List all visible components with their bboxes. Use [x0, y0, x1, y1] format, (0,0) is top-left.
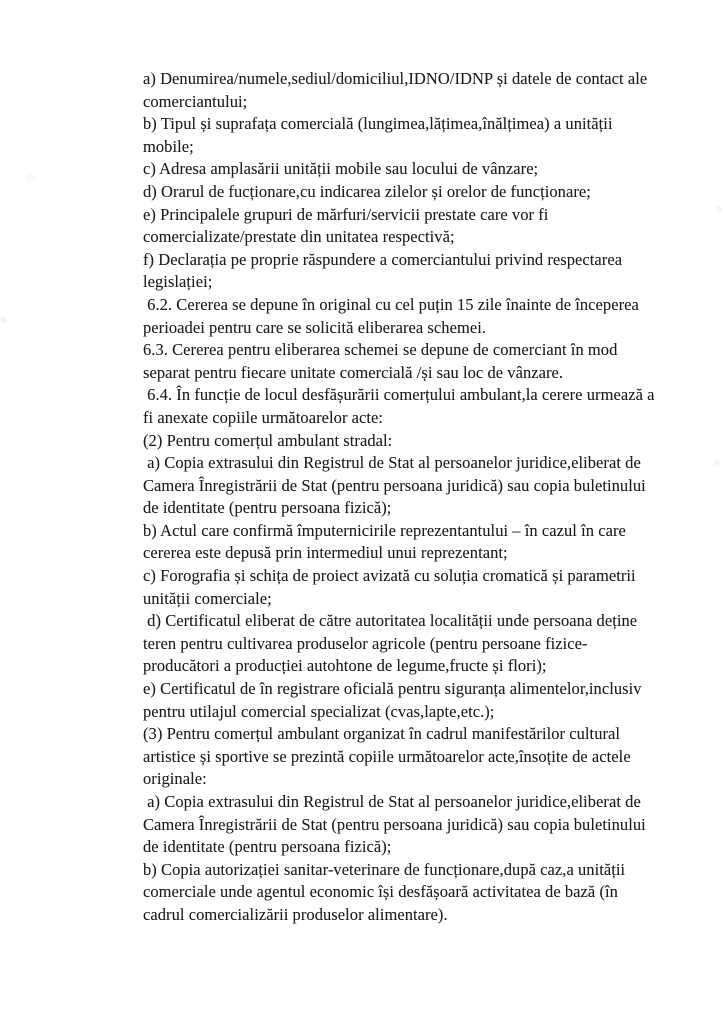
document-text-line: cererea este depusă prin intermediul unui reprezentant;	[143, 543, 508, 563]
document-text-line: b) Copia autorizației sanitar-veterinare de funcționare,după caz,a unității	[143, 859, 626, 879]
document-text-line: originale:	[143, 769, 207, 789]
scan-artifact	[0, 316, 7, 323]
document-text-line: 6.2. Cererea se depune în original cu cel puțin 15 zile înainte de începerea	[143, 294, 639, 314]
document-text-line: legislației;	[143, 272, 213, 292]
document-text-line: c) Adresa amplasării unității mobile sau locului de vânzare;	[143, 159, 539, 179]
document-text-line: b) Actul care confirmă împuternicirile reprezentantului – în cazul în care	[143, 520, 626, 540]
document-text-line: artistice și sportive se prezintă copiile următoarelor acte,însoțite de actele	[143, 746, 631, 766]
document-text-line: e) Principalele grupuri de mărfuri/servicii prestate care vor fi	[143, 204, 549, 224]
document-text-line: f) Declarația pe proprie răspundere a comerciantului privind respectarea	[143, 249, 623, 269]
document-text-line: e) Certificatul de în registrare oficială pentru siguranța alimentelor,inclusiv	[143, 679, 642, 699]
document-text-line: fi anexate copiile următoarelor acte:	[143, 407, 384, 427]
document-text-line: d) Certificatul eliberat de către autoritatea localității unde persoana deține	[143, 611, 638, 631]
document-body	[143, 68, 713, 927]
scan-artifact	[716, 206, 722, 212]
document-text-line: (2) Pentru comerțul ambulant stradal:	[143, 430, 393, 450]
document-text-line: producători a producției autohtone de legume,fructe și flori);	[143, 656, 547, 676]
document-text-line: mobile;	[143, 136, 194, 156]
scan-artifact	[26, 174, 36, 182]
document-text-line: de identitate (pentru persoana fizică);	[143, 498, 392, 518]
document-text-line: de identitate (pentru persoana fizică);	[143, 837, 392, 857]
document-text-line: cadrul comercializării produselor alimentare).	[143, 904, 448, 924]
document-text-line: a) Copia extrasului din Registrul de Stat al persoanelor juridice,eliberat de	[143, 453, 641, 473]
document-text-line: unității comerciale;	[143, 588, 272, 608]
document-text-line: perioadei pentru care se solicită eliberarea schemei.	[143, 317, 487, 337]
document-text-line: a) Denumirea/numele,sediul/domiciliul,IDNO/IDNP și datele de contact ale	[143, 69, 648, 88]
document-text-line: a) Copia extrasului din Registrul de Stat al persoanelor juridice,eliberat de	[143, 792, 641, 811]
document-text-line: d) Orarul de fucționare,cu indicarea zilelor și orelor de funcționare;	[143, 181, 591, 201]
document-text-line: pentru utilajul comercial specializat (cvas,lapte,etc.);	[143, 701, 495, 721]
document-text-line: b) Tipul și suprafața comercială (lungimea,lățimea,înălțimea) a unității	[143, 114, 613, 134]
document-text-line: comerciale unde agentul economic își desfășoară activitatea de bază (în	[143, 882, 618, 902]
document-text-line: teren pentru cultivarea produselor agricole (pentru persoane fizice-	[143, 633, 588, 653]
document-text-line: 6.3. Cererea pentru eliberarea schemei se depune de comerciant în mod	[143, 340, 618, 360]
document-text-line: Camera Înregistrării de Stat (pentru persoana juridică) sau copia buletinului	[143, 814, 646, 834]
scan-artifact	[714, 460, 720, 466]
document-text-line: comerciantului;	[143, 91, 248, 111]
document-text-line: c) Forografia și schița de proiect avizată cu soluția cromatică și parametrii	[143, 566, 636, 586]
document-text-line: (3) Pentru comerțul ambulant organizat în cadrul manifestărilor cultural	[143, 724, 621, 744]
document-text-line: Camera Înregistrării de Stat (pentru persoana juridică) sau copia buletinului	[143, 475, 646, 495]
document-text-line: separat pentru fiecare unitate comercială /și sau loc de vânzare.	[143, 362, 564, 382]
document-text-line: 6.4. În funcție de locul desfășurării comerțului ambulant,la cerere urmează a	[143, 385, 655, 405]
document-text-line: comercializate/prestate din unitatea respectivă;	[143, 227, 455, 247]
